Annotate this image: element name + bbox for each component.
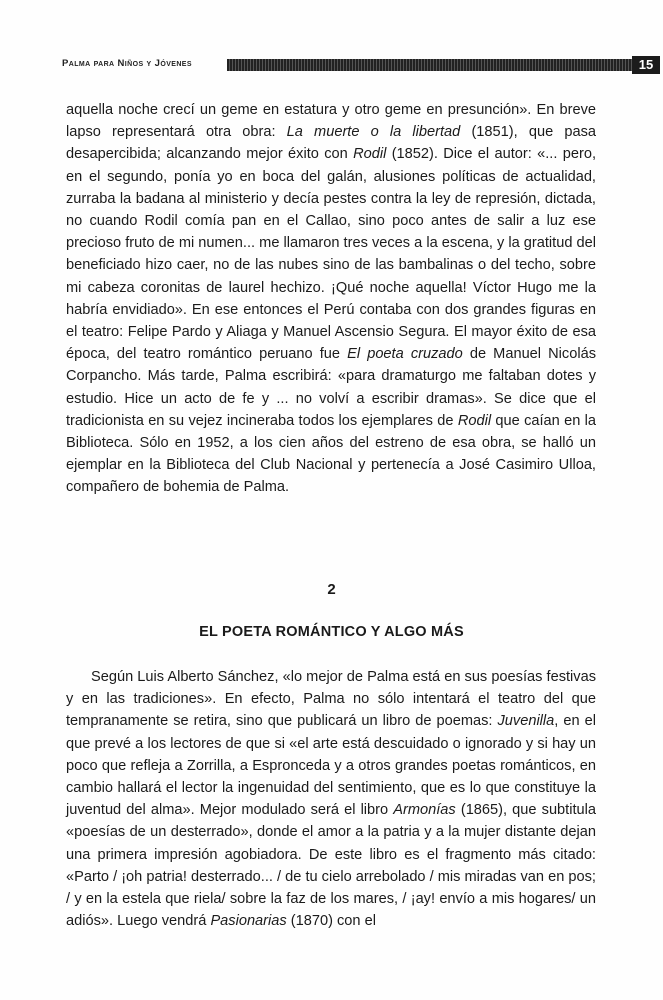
text-run: (1870) con el (286, 913, 376, 930)
paragraph-2 (66, 666, 596, 932)
italic-title: Rodil (353, 146, 387, 163)
text-run: aquella noche crecí un geme en estatura y otro geme en presunción». En breve lapso representará otra obra: (66, 102, 596, 141)
text-run: (1865), que subtitula «poesías de un desterrado», donde el amor a la patria y a la mujer distante dejan una primera impresión agobiadora. De este libro es el fragmento más citado: «Parto / ¡oh patria! desterrado... / de tu cielo arrebolado / mis miradas van en pos; / y en la estela que riela/ sobre la faz de los mares, / ¡ay! envío a mis hogares/ un adiós». Luego vendrá (66, 802, 596, 930)
italic-title: Pasionarias (210, 913, 287, 930)
text-run: de Manuel Nicolás Corpancho. Más tarde, Palma escribirá: «para dramaturgo me faltaban dotes y estudio. Hice un acto de fe y ... no volví a escribir dramas». Se dice que el tradicionista en su vejez incineraba todos los ejemplares de (66, 346, 596, 429)
italic-title: Rodil (457, 412, 492, 429)
text-run: que caían en la Biblioteca. Sólo en 1952, a los cien años del estreno de esa obra, se halló un ejemplar en la Biblioteca del Club Nacional y pertenecía a José Casimiro Ulloa, compañero de bohemia de Palma. (66, 412, 597, 496)
section-number: 2 (327, 581, 336, 598)
page-number: 15 (632, 56, 660, 74)
paragraph-section-2 (66, 666, 596, 932)
italic-title: Armonías (393, 802, 456, 819)
header-rule (227, 59, 632, 71)
italic-title: El poeta cruzado (347, 346, 463, 363)
paragraph-1 (66, 99, 596, 499)
paragraph-continuation (66, 99, 596, 499)
text-run: (1851), que pasa desapercibida; alcanzando mejor éxito con (66, 124, 596, 163)
text-run: , en el que prevé a los lectores de que si «el arte está descuidado o ignorado y si hay un poco que refleja a Zorrilla, a Espronceda y a otros grandes poetas románticos, en cambio hallará el lector la ingenuidad del sentimiento, que es lo que constituye la juventud del alma». Mejor modulado será el libro (66, 713, 596, 819)
italic-title: Juvenilla (497, 713, 555, 730)
text-run: (1852). Dice el autor: «... pero, en el segundo, ponía yo en boca del galán, alusiones políticas de actualidad, zurraba la badana al ministerio y decía pestes contra la ley de represión, dictada, no cuando Rodil comía pan en el Callao, sino poco antes de salir a luz ese precioso fruto de mi numen... me llamaron tres veces a la escena, y la gratitud del beneficiado hizo caer, no de las nubes sino de las bambalinas o del techo, sobre mi cabeza coronitas de laurel hechizo. ¡Qué noche aquella! Víctor Hugo me la habría envidiado». En ese entonces el Perú contaba con dos grandes figuras en el teatro: Felipe Pardo y Aliaga y Manuel Ascensio Segura. El mayor éxito de esa época, del teatro romántico peruano fue (66, 146, 597, 363)
running-header-title: Palma para Niños y Jóvenes (62, 58, 192, 69)
text-run: Según Luis Alberto Sánchez, «lo mejor de Palma está en sus poesías festivas y en las tradiciones». En efecto, Palma no sólo intentará el teatro del que tempranamente se retira, sino que publicará un libro de poemas: (66, 669, 596, 730)
section-title: EL POETA ROMÁNTICO Y ALGO MÁS (199, 624, 464, 640)
running-header (62, 56, 654, 74)
italic-title: La muerte o la libertad (286, 124, 461, 141)
